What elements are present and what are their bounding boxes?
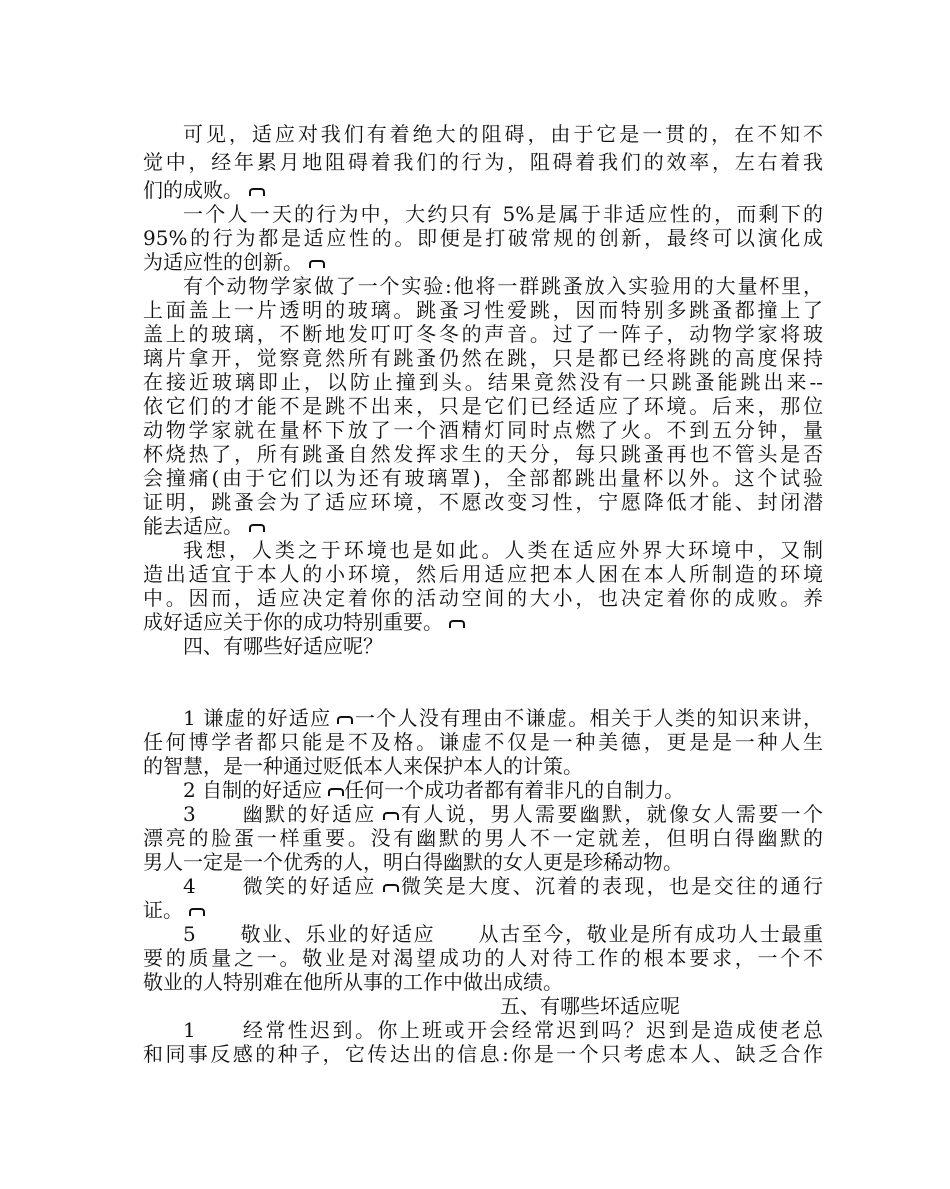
paragraph-line: 和同事反感的种子，它传达出的信息:你是一个只考虑本人、缺乏合作 bbox=[143, 1042, 823, 1066]
paragraph-mark-icon bbox=[249, 524, 265, 532]
paragraph-line: 我想，人类之于环境也是如此。人类在适应外界大环境中，又制 bbox=[183, 538, 823, 562]
paragraph-line: 任何博学者都只能是不及格。谦虚不仅是一种美德，更是是一种人生 bbox=[143, 730, 823, 754]
list-item-text: 有人说，男人需要幽默，就像女人需要一个 bbox=[398, 802, 823, 826]
list-item-text: 任何一个成功者都有着非凡的自制力。 bbox=[344, 778, 685, 802]
list-item-text: 一个人没有理由不谦虚。相关于人类的知识来讲， bbox=[353, 706, 823, 730]
section-heading: 四、有哪些好适应呢？ bbox=[183, 634, 383, 658]
paragraph-line: 敬业的人特别难在他所从事的工作中做出成绩。 bbox=[143, 970, 563, 994]
paragraph-line: 要的质量之一。敬业是对渴望成功的人对待工作的根本要求，一个不 bbox=[143, 946, 823, 970]
paragraph-line: 依它们的才能不是跳不出来，只是它们已经适应了环境。后来，那位 bbox=[143, 394, 823, 418]
paragraph-text: 成好适应关于你的成功特别重要。 bbox=[143, 610, 443, 634]
list-item-title: 4 微笑的好适应 bbox=[183, 874, 377, 898]
paragraph-line: 璃片拿开，觉察竟然所有跳蚤仍然在跳，只是都已经将跳的高度保持 bbox=[143, 346, 823, 370]
paragraph-line: 上面盖上一片透明的玻璃。跳蚤习性爱跳，因而特别多跳蚤都撞上了 bbox=[143, 298, 823, 322]
paragraph-line: 造出适宜于本人的小环境，然后用适应把本人困在本人所制造的环境 bbox=[143, 562, 823, 586]
paragraph-line: 证明，跳蚤会为了适应环境，不愿改变习性，宁愿降低才能、封闭潜 bbox=[143, 490, 823, 514]
paragraph-mark-icon bbox=[189, 908, 205, 916]
list-item-title: 3 幽默的好适应 bbox=[183, 802, 377, 826]
paragraph-text: 们的成败。 bbox=[143, 178, 243, 202]
paragraph-text: 为适应性的创新。 bbox=[143, 250, 303, 274]
paragraph-mark-icon bbox=[328, 788, 344, 796]
paragraph-line: 95%的行为都是适应性的。即便是打破常规的创新，最终可以演化成 bbox=[143, 226, 823, 250]
paragraph-line: 会撞痛(由于它们以为还有玻璃罩)，全部都跳出量杯以外。这个试验 bbox=[143, 466, 823, 490]
paragraph-mark-icon bbox=[337, 716, 353, 724]
paragraph-mark-icon bbox=[249, 188, 265, 196]
paragraph-line: 杯烧热了，所有跳蚤自然发挥求生的天分，每只跳蚤再也不管头是否 bbox=[143, 442, 823, 466]
list-item-title: 2 自制的好适应 bbox=[183, 778, 323, 802]
paragraph-line: 有个动物学家做了一个实验:他将一群跳蚤放入实验用的大量杯里， bbox=[183, 274, 823, 298]
section-heading: 五、有哪些坏适应呢 bbox=[500, 994, 680, 1018]
list-item-line: 5 敬业、乐业的好适应 从古至今，敬业是所有成功人士最重 bbox=[183, 922, 823, 946]
paragraph-line: 一个人一天的行为中，大约只有 5%是属于非适应性的，而剩下的 bbox=[183, 202, 823, 226]
paragraph-line: 可见，适应对我们有着绝大的阻碍，由于它是一贯的，在不知不 bbox=[183, 122, 823, 146]
paragraph-mark-icon bbox=[383, 812, 399, 820]
paragraph-mark-icon bbox=[383, 884, 399, 892]
paragraph-line: 中。因而，适应决定着你的活动空间的大小，也决定着你的成败。养 bbox=[143, 586, 823, 610]
paragraph-line: 的智慧，是一种通过贬低本人来保护本人的计策。 bbox=[143, 754, 583, 778]
paragraph-line: 漂亮的脸蛋一样重要。没有幽默的男人不一定就差，但明白得幽默的 bbox=[143, 826, 823, 850]
paragraph-text: 能去适应。 bbox=[143, 514, 243, 538]
paragraph-line: 盖上的玻璃，不断地发叮叮冬冬的声音。过了一阵子，动物学家将玻 bbox=[143, 322, 823, 346]
list-item-line: 1 经常性迟到。你上班或开会经常迟到吗？迟到是造成使老总 bbox=[183, 1018, 823, 1042]
paragraph-line: 在接近玻璃即止，以防止撞到头。结果竟然没有一只跳蚤能跳出来-- bbox=[143, 370, 823, 394]
paragraph-mark-icon bbox=[449, 620, 465, 628]
list-item-text: 微笑是大度、沉着的表现，也是交往的通行 bbox=[398, 874, 823, 898]
list-item-title: 1 谦虚的好适应 bbox=[183, 706, 332, 730]
paragraph-line: 觉中，经年累月地阻碍着我们的行为，阻碍着我们的效率，左右着我 bbox=[143, 150, 823, 174]
paragraph-mark-icon bbox=[309, 260, 325, 268]
paragraph-line: 男人一定是一个优秀的人，明白得幽默的女人更是珍稀动物。 bbox=[143, 850, 683, 874]
paragraph-text: 证。 bbox=[143, 898, 183, 922]
paragraph-line: 动物学家就在量杯下放了一个酒精灯同时点燃了火。不到五分钟，量 bbox=[143, 418, 823, 442]
